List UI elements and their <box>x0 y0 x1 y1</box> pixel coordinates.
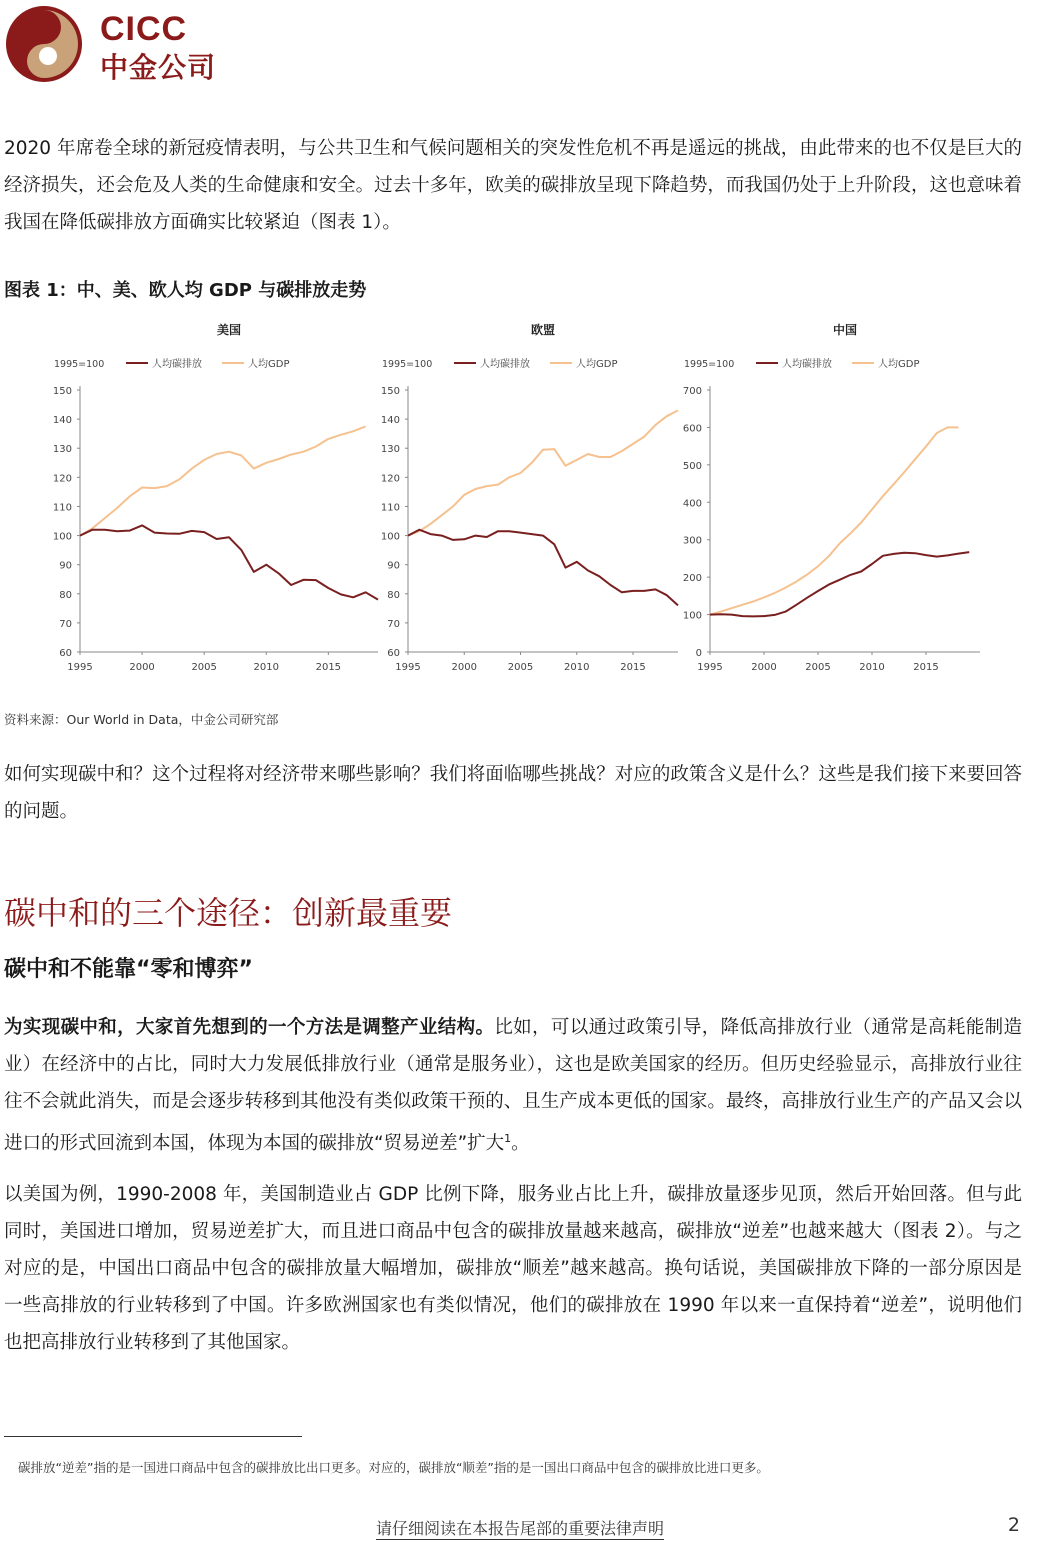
paragraph-industry <box>4 1009 1022 1162</box>
y-tick-label: 80 <box>387 589 400 601</box>
x-tick-label: 2015 <box>913 662 939 673</box>
y-tick-label: 300 <box>682 535 702 547</box>
figure-charts <box>0 312 1040 692</box>
series-line-gdp <box>710 427 958 614</box>
cicc-logo <box>4 4 224 86</box>
chart-us <box>0 312 342 692</box>
x-tick-label: 2005 <box>191 662 217 673</box>
x-tick-label: 2015 <box>620 662 646 673</box>
series-line-emissions <box>710 552 969 616</box>
footnote-ref[interactable]: 1 <box>504 1132 512 1145</box>
y-tick-label: 0 <box>695 648 702 659</box>
y-tick-label: 500 <box>682 460 702 472</box>
y-tick-label: 60 <box>59 648 72 659</box>
chart-index-note: 1995=100 <box>684 359 735 370</box>
y-tick-label: 120 <box>380 473 400 485</box>
x-tick-label: 2000 <box>751 662 777 673</box>
legend-label: 人均碳排放 <box>480 359 530 370</box>
y-tick-label: 120 <box>52 473 72 485</box>
y-tick-label: 110 <box>380 502 400 514</box>
x-tick-label: 1995 <box>395 662 421 673</box>
footnote-divider <box>4 1436 302 1437</box>
y-tick-label: 90 <box>387 560 400 572</box>
x-tick-label: 1995 <box>697 662 723 673</box>
y-tick-label: 90 <box>59 560 72 572</box>
chart-index-note: 1995=100 <box>54 359 105 370</box>
y-tick-label: 150 <box>380 386 400 397</box>
legend-label: 人均碳排放 <box>782 359 832 370</box>
y-tick-label: 80 <box>59 589 72 601</box>
footnote-text: 碳排放“逆差”指的是一国进口商品中包含的碳排放比出口更多。对应的，碳排放“顺差”指的是一国出口商品中包含的碳排放比进口更多。 <box>18 1460 769 1475</box>
subsection-heading: 碳中和不能靠“零和博弈” <box>4 957 253 982</box>
footer-disclaimer[interactable] <box>0 1516 1040 1539</box>
chart-title: 欧盟 <box>530 323 556 337</box>
figure-title: 图表 1：中、美、欧人均 GDP 与碳排放走势 <box>4 280 367 301</box>
paragraph-us-example: 以美国为例，1990-2008 年，美国制造业占 GDP 比例下降，服务业占比上升，碳排放量逐步见顶，然后开始回落。但与此同时，美国进口增加，贸易逆差扩大，而且进口商品中包含的碳排放量越来越高，碳排放“逆差”也越来越大（图表 2）。与之对应的是，中国出口商品中包含的碳排放量大幅增加，碳排放“顺差”越来越高。换句话说，美国碳排放下降的一部分原因是一些高排放的行业转移到了中国。许多欧洲国家也有类似情况，他们的碳排放在 1990 年以来一直保持着“逆差”，说明他们也把高排放行业转移到了其他国家。 <box>4 1184 1022 1353</box>
y-tick-label: 140 <box>52 415 72 427</box>
y-tick-label: 700 <box>682 386 702 397</box>
x-tick-label: 2015 <box>315 662 342 673</box>
chart-china <box>660 312 1000 692</box>
series-line-gdp <box>408 410 678 535</box>
y-tick-label: 110 <box>52 502 72 514</box>
y-tick-label: 140 <box>380 415 400 427</box>
series-line-emissions <box>408 530 678 606</box>
figure-source: 资料来源：Our World in Data，中金公司研究部 <box>4 712 279 727</box>
chart-title: 美国 <box>216 323 242 337</box>
chart-index-note: 1995=100 <box>382 359 433 370</box>
paragraph-intro: 2020 年席卷全球的新冠疫情表明，与公共卫生和气候问题相关的突发性危机不再是遥远的挑战，由此带来的也不仅是巨大的经济损失，还会危及人类的生命健康和安全。过去十多年，欧美的碳排放呈现下降趋势，而我国仍处于上升阶段，这也意味着我国在降低碳排放方面确实比较紧迫（图表 1）。 <box>4 138 1022 233</box>
y-tick-label: 600 <box>682 423 702 435</box>
section-heading: 碳中和的三个途径：创新最重要 <box>4 894 453 932</box>
legend-label: 人均GDP <box>248 359 290 370</box>
y-tick-label: 150 <box>52 386 72 397</box>
chart-eu <box>330 312 660 692</box>
y-tick-label: 100 <box>52 531 72 543</box>
cicc-logo-mark-icon <box>4 4 84 84</box>
legend-label: 人均GDP <box>576 359 618 370</box>
paragraph-questions: 如何实现碳中和？这个过程将对经济带来哪些影响？我们将面临哪些挑战？对应的政策含义是什么？这些是我们接下来要回答的问题。 <box>4 764 1022 822</box>
x-tick-label: 2010 <box>859 662 885 673</box>
y-tick-label: 100 <box>380 531 400 543</box>
logo-text-cn: 中金公司 <box>100 51 217 84</box>
y-tick-label: 200 <box>682 573 702 585</box>
y-tick-label: 400 <box>682 498 702 510</box>
legend-label: 人均GDP <box>878 359 920 370</box>
chart-title: 中国 <box>832 323 858 337</box>
y-tick-label: 70 <box>387 618 400 630</box>
footer-disclaimer-link[interactable]: 请仔细阅读在本报告尾部的重要法律声明 <box>375 1519 664 1538</box>
legend-label: 人均碳排放 <box>152 359 202 370</box>
y-tick-label: 130 <box>380 444 400 456</box>
x-tick-label: 2010 <box>564 662 590 673</box>
y-tick-label: 70 <box>59 618 72 630</box>
paragraph-lead-bold: 为实现碳中和，大家首先想到的一个方法是调整产业结构。 <box>4 1017 495 1038</box>
series-line-gdp <box>80 426 366 535</box>
paragraph-industry-end: 。 <box>511 1133 530 1155</box>
y-tick-label: 100 <box>682 610 702 622</box>
x-tick-label: 1995 <box>67 662 93 673</box>
x-tick-label: 2000 <box>129 662 155 673</box>
x-tick-label: 2005 <box>507 662 534 673</box>
x-tick-label: 2010 <box>253 662 279 673</box>
logo-text-en: CICC <box>100 10 188 48</box>
paragraph-industry-text: 比如，可以通过政策引导，降低高排放行业（通常是高耗能制造业）在经济中的占比，同时大力发展低排放行业（通常是服务业），这也是欧美国家的经历。但历史经验显示，高排放行业往往不会就此消失，而是会逐步转移到其他没有类似政策干预的、且生产成本更低的国家。最终，高排放行业生产的产品又会以进口的形式回流到本国，体现为本国的碳排放“贸易逆差”扩大 <box>4 1017 1022 1155</box>
x-tick-label: 2005 <box>805 662 831 673</box>
y-tick-label: 60 <box>387 648 400 659</box>
x-tick-label: 2000 <box>451 662 477 673</box>
y-tick-label: 130 <box>52 444 72 456</box>
page-number: 2 <box>1007 1514 1020 1536</box>
